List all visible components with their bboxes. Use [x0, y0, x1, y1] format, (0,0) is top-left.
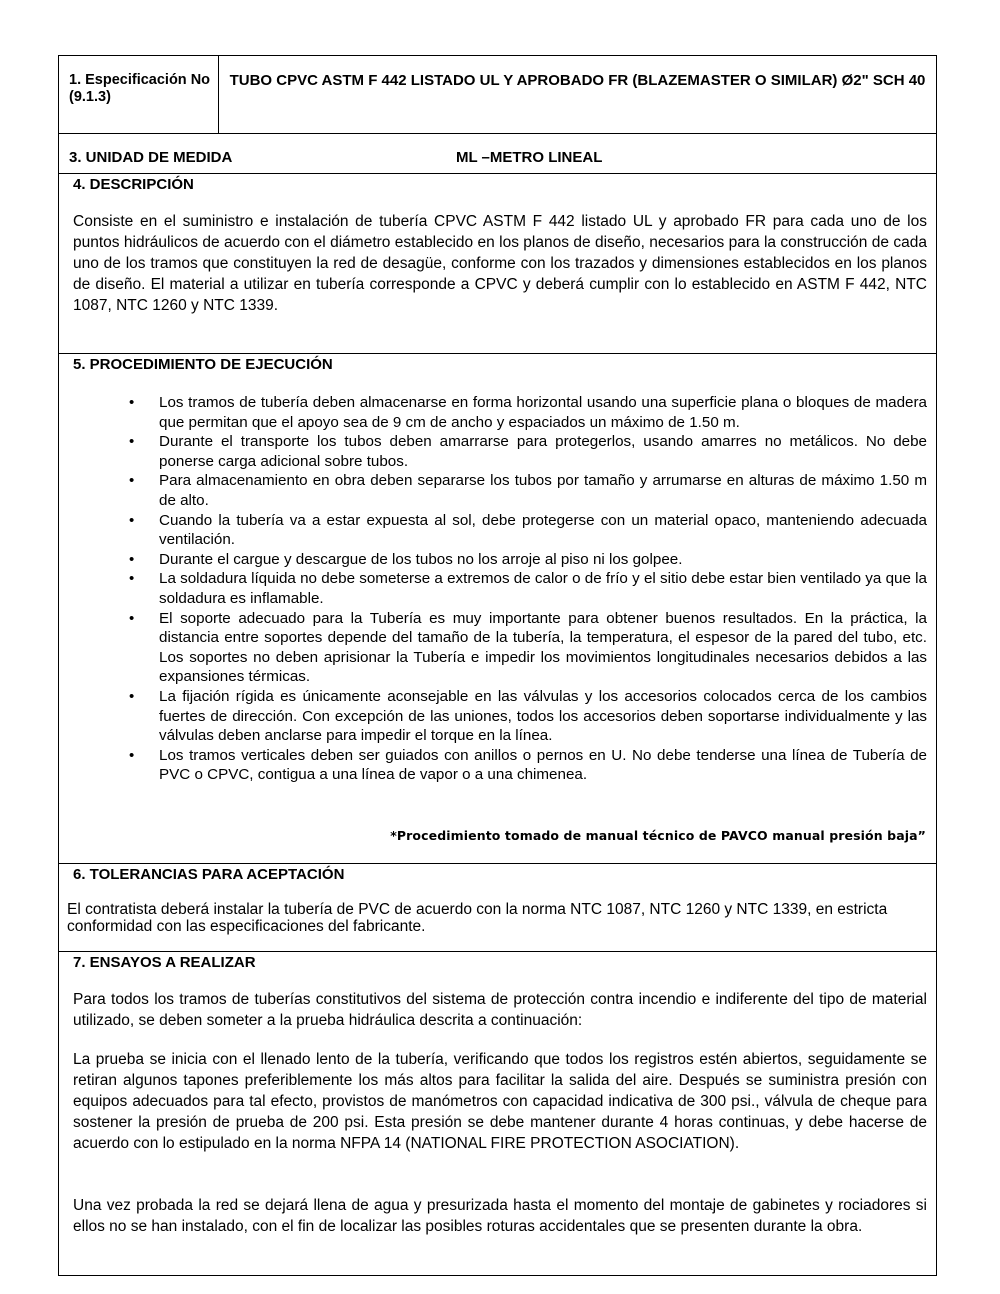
section-7-paragraph: Para todos los tramos de tuberías constitutivos del sistema de protección contra incendio e indiferente del tipo de material utilizado, se deben someter a la prueba hidráulica descrita a continuación:	[73, 991, 927, 1029]
bullet-icon: •	[129, 687, 135, 705]
list-item	[129, 687, 927, 746]
list-item-text: Cuando la tubería va a estar expuesta al sol, debe protegerse con un material opaco, manteniendo adecuada ventilación.	[159, 511, 927, 549]
section-7-title: 7. ENSAYOS A REALIZAR	[73, 954, 256, 971]
bullet-icon: •	[129, 550, 135, 568]
list-item	[129, 471, 927, 510]
list-item-text: Los tramos verticales deben ser guiados con anillos o pernos en U. No debe tenderse una línea de Tubería de PVC o CPVC, contigua a una línea de vapor o a una chimenea.	[159, 746, 927, 784]
section-6-text: El contratista deberá instalar la tubería de PVC de acuerdo con la norma NTC 1087, NTC 1260 y NTC 1339, en estricta conformidad con las especificaciones del fabricante.	[67, 901, 888, 935]
list-item-text: La soldadura líquida no debe someterse a extremos de calor o de frío y el sitio debe estar bien ventilado ya que la soldadura es inflamable.	[159, 570, 927, 607]
list-item	[129, 746, 927, 785]
unit-label: 3. UNIDAD DE MEDIDA	[69, 149, 233, 166]
section-4-title: 4. DESCRIPCIÓN	[73, 176, 194, 193]
list-item-text: El soporte adecuado para la Tubería es muy importante para obtener buenos resultados. En la práctica, la distancia entre soportes depende del tamaño de la tubería, la temperatura, el espesor de la pared del tubo, etc. Los soportes no deben aprisionar la Tubería e impedir los movimientos longitudinales necesarios debidos a las expansiones térmicas.	[159, 609, 927, 686]
section-4-text: Consiste en el suministro e instalación de tubería CPVC ASTM F 442 listado UL y aprobado FR para cada uno de los puntos hidráulicos de acuerdo con el diámetro establecido en los planos de diseño, necesarios para la construcción de cada uno de los tramos que constituyen la red de desagüe, conforme con los trazados y dimensiones establecidos en los planos de diseño. El material a utilizar en tubería corresponde a CPVC y deberá cumplir con lo establecido en ASTM F 442, NTC 1087, NTC 1260 y NTC 1339.	[73, 213, 927, 314]
bullet-icon: •	[129, 472, 135, 490]
section-7-paragraph: La prueba se inicia con el llenado lento de la tubería, verificando que todos los registros estén abiertos, seguidamente se retiran algunos tapones preferiblemente los más altos para facilitar la salida del aire. Después se suministra presión con equipos adecuados para tal efecto, provistos de manómetros con capacidad indicativa de 300 psi., válvula de cheque para sostener la presión de prueba de 200 psi. Esta presión se debe mantener durante 4 horas continuas, y debe hacerse de acuerdo con lo estipulado en la norma NFPA 14 (NATIONAL FIRE PROTECTION ASOCIATION).	[73, 1051, 927, 1152]
row-divider	[59, 951, 936, 952]
bullet-icon: •	[129, 433, 135, 451]
row-divider	[59, 353, 936, 354]
spec-number-label: 1. Especificación No (9.1.3)	[69, 72, 211, 105]
bullet-icon: •	[129, 746, 135, 764]
bullet-icon: •	[129, 570, 135, 588]
list-item	[129, 393, 927, 432]
bullet-icon: •	[129, 511, 135, 529]
procedure-list	[129, 393, 927, 785]
unit-value: ML –METRO LINEAL	[456, 149, 603, 166]
bullet-icon: •	[129, 609, 135, 627]
row-divider	[59, 133, 936, 134]
bullet-icon: •	[129, 394, 135, 411]
list-item	[129, 550, 927, 570]
spec-title: TUBO CPVC ASTM F 442 LISTADO UL Y APROBADO FR (BLAZEMASTER O SIMILAR) Ø2" SCH 40	[229, 72, 926, 89]
section-5-title: 5. PROCEDIMIENTO DE EJECUCIÓN	[73, 356, 333, 373]
list-item-text: Los tramos de tubería deben almacenarse en forma horizontal usando una superficie plana o bloques de madera que permitan que el apoyo sea de 9 cm de ancho y espaciados un máximo de 1.50 m.	[159, 394, 927, 431]
list-item	[129, 569, 927, 608]
specification-sheet	[58, 55, 937, 1276]
section-7-paragraph: Una vez probada la red se dejará llena de agua y presurizada hasta el momento del montaje de gabinetes y rociadores si ellos no se han instalado, con el fin de localizar las posibles roturas accidentales que se presenten durante la obra.	[73, 1197, 927, 1235]
list-item-text: La fijación rígida es únicamente aconsejable en las válvulas y los accesorios colocados cerca de los cambios fuertes de dirección. Con excepción de las uniones, todos los accesorios deben soportarse individualmente y las válvulas deben anclarse para impedir el torque en la línea.	[159, 687, 927, 745]
header-divider	[218, 56, 219, 133]
list-item	[129, 609, 927, 687]
list-item	[129, 511, 927, 550]
row-divider	[59, 173, 936, 174]
section-6-title: 6. TOLERANCIAS PARA ACEPTACIÓN	[73, 866, 345, 883]
source-note: *Procedimiento tomado de manual técnico de PAVCO manual presión baja”	[390, 828, 926, 843]
list-item-text: Para almacenamiento en obra deben separarse los tubos por tamaño y arrumarse en alturas de máximo 1.50 m de alto.	[159, 472, 927, 509]
list-item-text: Durante el transporte los tubos deben amarrarse para protegerlos, usando amarres no metálicos. No debe ponerse carga adicional sobre tubos.	[159, 433, 927, 470]
row-divider	[59, 863, 936, 864]
list-item	[129, 432, 927, 471]
list-item-text: Durante el cargue y descargue de los tubos no los arroje al piso ni los golpee.	[159, 550, 683, 568]
